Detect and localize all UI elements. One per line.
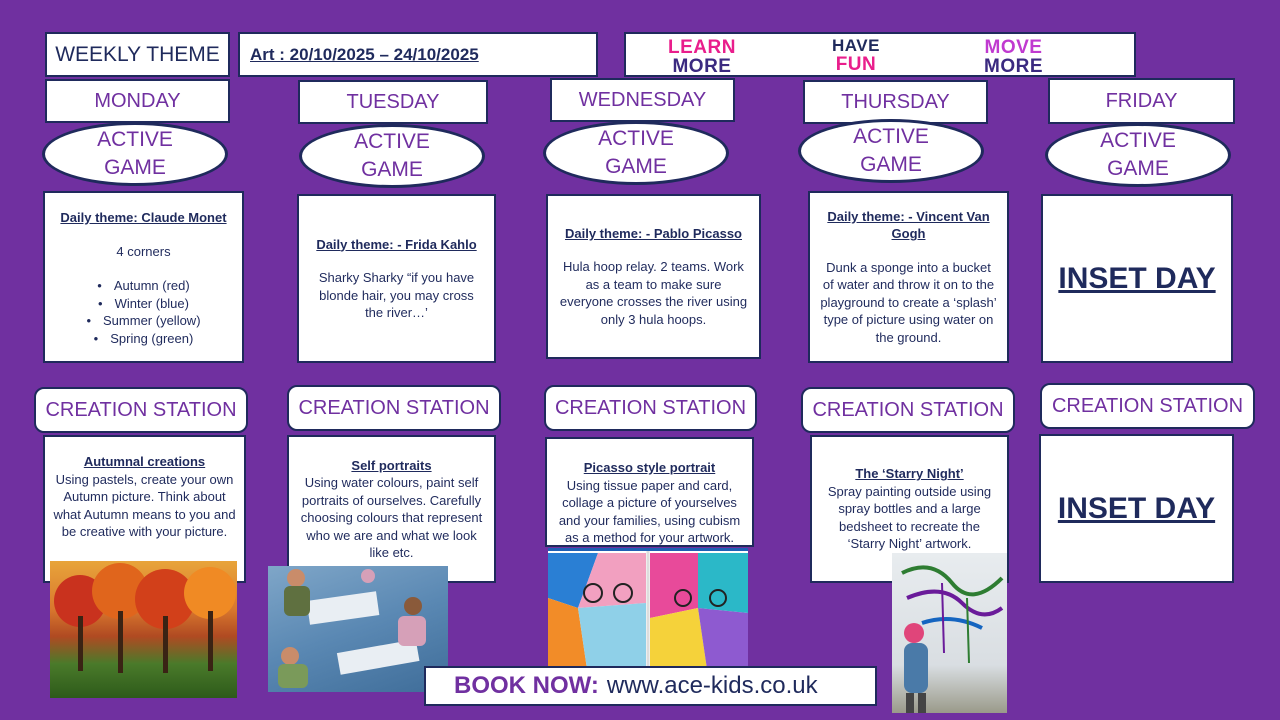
activity-text: Hula hoop relay. 2 teams. Work as a team to make sure everyone crosses the river using only 3 hula hoops. — [559, 259, 748, 327]
creation-station-monday: CREATION STATION — [34, 387, 248, 433]
game-card-thursday — [808, 191, 1009, 363]
daily-theme: Daily theme: - Vincent Van Gogh — [827, 208, 990, 242]
move-more-word: MOVE MORE — [984, 37, 1043, 77]
daily-theme: Daily theme: - Frida Kahlo — [316, 236, 477, 252]
inset-day-friday-creation: INSET DAY — [1039, 434, 1234, 583]
active-game-wednesday: ACTIVE GAME — [543, 121, 729, 185]
autumn-trees-image — [50, 561, 237, 698]
active-game-monday: ACTIVE GAME — [42, 122, 228, 186]
daily-theme: Daily theme: Claude Monet — [60, 210, 227, 225]
creation-station-wednesday: CREATION STATION — [544, 385, 757, 431]
creation-card-tuesday — [287, 435, 496, 583]
website-link[interactable]: www.ace-kids.co.uk — [606, 672, 818, 699]
day-header-wednesday: WEDNESDAY — [550, 78, 735, 122]
game-card-tuesday — [297, 194, 496, 363]
creation-text: Spray painting outside using spray bottles and a large bedsheet to recreate the ‘Starry Night’ artwork. — [827, 483, 992, 552]
book-now-label: BOOK NOW: — [454, 672, 599, 699]
activity-text: Dunk a sponge into a bucket of water and throw it on to the playground to create a ‘splash’ type of picture using water on the ground. — [820, 259, 997, 345]
creation-title: Self portraits — [351, 457, 432, 473]
inset-day-friday: INSET DAY — [1041, 194, 1233, 363]
activity-text: 4 corners — [116, 243, 171, 259]
list-item: • Summer (yellow) — [55, 312, 232, 330]
have-fun-word: HAVE FUN — [832, 36, 880, 75]
children-illustration — [268, 566, 448, 692]
creation-station-friday: CREATION STATION — [1040, 383, 1255, 429]
children-painting-image — [268, 566, 448, 692]
picasso-portrait-image — [548, 548, 748, 676]
learn-more-word: LEARN MORE — [668, 37, 736, 77]
creation-text: Using tissue paper and card, collage a picture of yourselves and your families, using cubism as a method for your artwork. — [558, 477, 741, 545]
learn-have-move-logo — [624, 32, 1136, 77]
game-card-monday — [43, 191, 244, 363]
weekly-theme-label: WEEKLY THEME — [45, 32, 230, 77]
creation-title: The ‘Starry Night’ — [855, 466, 964, 482]
day-header-thursday: THURSDAY — [803, 80, 988, 124]
active-game-tuesday: ACTIVE GAME — [299, 124, 485, 188]
creation-title: Autumnal creations — [83, 454, 206, 469]
creation-station-thursday: CREATION STATION — [801, 387, 1015, 433]
daily-theme: Daily theme: - Pablo Picasso — [564, 225, 742, 241]
season-list — [55, 277, 232, 347]
list-item: • Spring (green) — [55, 330, 232, 348]
day-header-friday: FRIDAY — [1048, 78, 1235, 124]
book-now-banner[interactable] — [424, 666, 877, 706]
trees-illustration — [50, 561, 237, 698]
day-header-monday: MONDAY — [45, 79, 230, 123]
creation-title: Picasso style portrait — [583, 460, 716, 475]
active-game-thursday: ACTIVE GAME — [798, 119, 984, 183]
creation-station-tuesday: CREATION STATION — [287, 385, 501, 431]
creation-card-wednesday — [545, 437, 754, 547]
list-item: • Autumn (red) — [55, 277, 232, 295]
game-card-wednesday — [546, 194, 761, 359]
list-item: • Winter (blue) — [55, 295, 232, 313]
creation-text: Using pastels, create your own Autumn picture. Think about what Autumn means to you and be creative with your picture. — [53, 471, 236, 539]
activity-text: Sharky Sharky “if you have blonde hair, you may cross the river…’ — [318, 270, 475, 320]
theme-title: Art : 20/10/2025 – 24/10/2025 — [238, 32, 598, 77]
spray-painting-image — [892, 553, 1007, 713]
day-header-tuesday: TUESDAY — [298, 80, 488, 124]
cubism-illustration — [548, 548, 748, 676]
active-game-friday: ACTIVE GAME — [1045, 123, 1231, 187]
creation-text: Using water colours, paint self portraits of ourselves. Carefully choosing colours that represent who we are and what we look like etc. — [300, 475, 483, 560]
spray-illustration — [892, 553, 1007, 713]
